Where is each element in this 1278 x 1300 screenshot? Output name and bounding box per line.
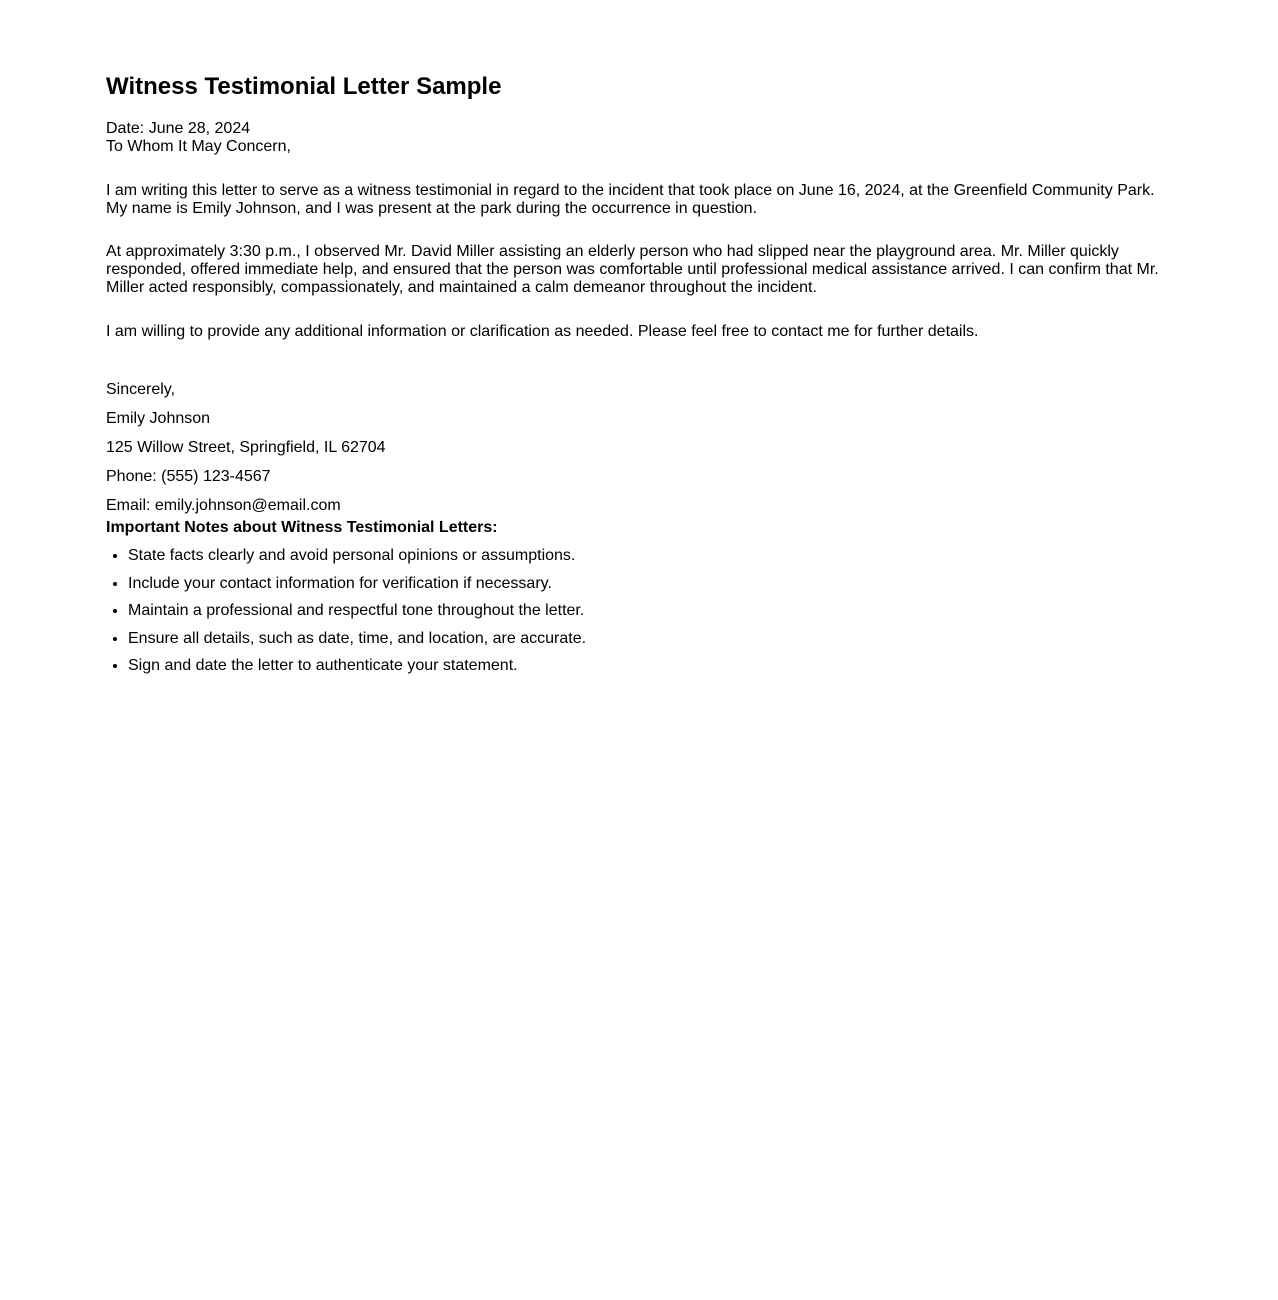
list-item: • Sign and date the letter to authenticate your statement. <box>128 657 1172 685</box>
letter-salutation: To Whom It May Concern, <box>106 138 291 155</box>
letter-paragraph-observation: At approximately 3:30 p.m., I observed Mr. David Miller assisting an elderly person who had slipped near the playground area. Mr. Miller quickly responded, offered immediate help, and ensured that the person was comfortable until professional medical assistance arrived. I can confirm that Mr. Miller acted responsibly, compassionately, and maintained a calm demeanor throughout the incident. <box>106 243 1159 296</box>
signature-address: 125 Willow Street, Springfield, IL 62704 <box>106 439 386 456</box>
list-item: • Maintain a professional and respectful tone throughout the letter. <box>128 602 1172 630</box>
signature-name: Emily Johnson <box>106 410 211 427</box>
signature-block <box>106 381 1172 519</box>
page-title: Witness Testimonial Letter Sample <box>106 73 502 100</box>
list-item: • State facts clearly and avoid personal opinions or assumptions. <box>128 547 1172 575</box>
signature-email: Email: emily.johnson@email.com <box>106 497 341 514</box>
letter-paragraph-intro: I am writing this letter to serve as a witness testimonial in regard to the incident that took place on June 16, 2024, at the Greenfield Community Park. My name is Emily Johnson, and I was present at the park during the occurrence in question. <box>106 182 1155 217</box>
signature-closing: Sincerely, <box>106 381 176 398</box>
notes-heading: Important Notes about Witness Testimonial Letters: <box>106 519 498 536</box>
signature-phone: Phone: (555) 123-4567 <box>106 468 271 485</box>
notes-list <box>106 547 1172 685</box>
letter-date: Date: June 28, 2024 <box>106 120 251 137</box>
notes-section <box>106 519 1172 685</box>
letter-paragraph-closing: I am willing to provide any additional information or clarification as needed. Please feel free to contact me for further details. <box>106 323 979 340</box>
list-item: • Ensure all details, such as date, time, and location, are accurate. <box>128 630 1172 658</box>
list-item: • Include your contact information for verification if necessary. <box>128 575 1172 603</box>
